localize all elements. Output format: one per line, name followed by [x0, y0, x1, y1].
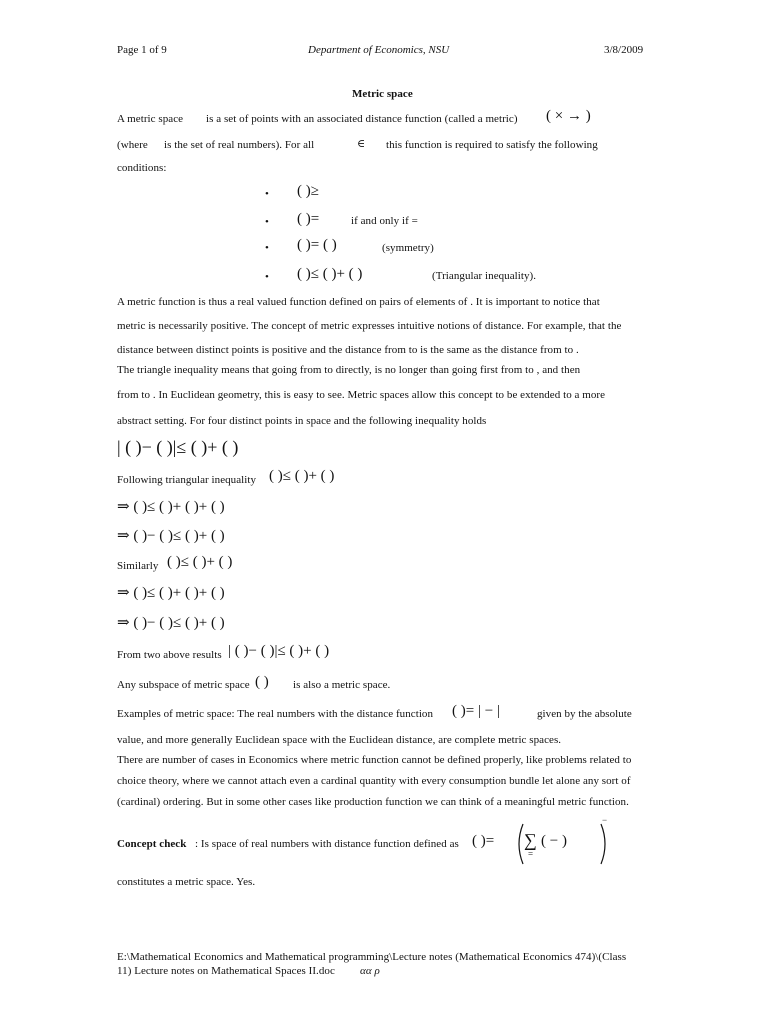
footer-path-line-1: E:\Mathematical Economics and Mathematical programming\Lecture notes (Mathematical Economics 474)\(Class [117, 951, 627, 963]
summation-symbol: ∑ [524, 830, 537, 850]
derivation-step: ⇒ ( )≤ ( )+ ( )+ ( ) [117, 585, 225, 601]
paragraph-line: distance between distinct points is positive and the distance from to is the same as the distance from to . [117, 344, 579, 356]
condition-expr: ( )= [297, 211, 320, 227]
concept-check-text: : Is space of real numbers with distance function defined as [195, 838, 459, 850]
department-header: Department of Economics, NSU [308, 44, 450, 56]
distance-formula: ( )= | − | [452, 703, 500, 719]
similarly-expression: ( )≤ ( )+ ( ) [167, 554, 233, 570]
derivation-step: ⇒ ( )− ( )≤ ( )+ ( ) [117, 528, 225, 544]
concept-check-label: Concept check [117, 838, 187, 850]
main-inequality: | ( )− ( )|≤ ( )+ ( ) [117, 437, 239, 457]
paragraph-line: There are number of cases in Economics where metric function cannot be defined properly, like problems related to [117, 754, 632, 766]
concept-formula-lhs: ( )= [472, 833, 495, 849]
paragraph-line: (cardinal) ordering. But in some other cases like production function we can think of a meaningful metric function. [117, 796, 629, 808]
subspace-symbol: ( ) [255, 674, 269, 690]
subspace-text-a: Any subspace of metric space [117, 679, 250, 691]
condition-expr: ( )≤ ( )+ ( ) [297, 266, 363, 282]
paragraph-line: abstract setting. For four distinct points in space and the following inequality holds [117, 415, 487, 427]
footer-path-line-2: 11) Lecture notes on Mathematical Spaces II.doc [117, 965, 335, 977]
concept-answer: constitutes a metric space. Yes. [117, 876, 256, 888]
page-title: Metric space [352, 88, 413, 100]
subspace-text-b: is also a metric space. [293, 679, 391, 691]
condition-note: (Triangular inequality). [432, 270, 537, 282]
header-date: 3/8/2009 [604, 44, 644, 56]
examples-text-a: Examples of metric space: The real numbers with the distance function [117, 708, 434, 720]
intro-text-2b: is the set of real numbers). For all [164, 139, 315, 151]
summation-lower-index: = [528, 849, 534, 859]
list-bullet: • [265, 242, 269, 254]
condition-note: if and only if = [351, 215, 418, 227]
element-of-symbol: ∈ [357, 138, 366, 150]
from-label: From two above results [117, 649, 222, 661]
paragraph-line: from to . In Euclidean geometry, this is easy to see. Metric spaces allow this concept to be extended to a more [117, 389, 606, 401]
condition-note: (symmetry) [382, 242, 434, 254]
page-number: Page 1 of 9 [117, 44, 167, 56]
intro-text-2c: this function is required to satisfy the following [386, 139, 598, 151]
derivation-step: ⇒ ( )≤ ( )+ ( )+ ( ) [117, 499, 225, 515]
following-label: Following triangular inequality [117, 474, 257, 486]
summation-term: ( − ) [541, 833, 567, 849]
derivation-step: ⇒ ( )− ( )≤ ( )+ ( ) [117, 615, 225, 631]
similarly-label: Similarly [117, 560, 159, 572]
formula-exponent: − [602, 815, 608, 825]
examples-line-2: value, and more generally Euclidean space with the Euclidean distance, are complete metric spaces. [117, 734, 562, 746]
following-expression: ( )≤ ( )+ ( ) [269, 468, 335, 484]
footer-signature: αα ρ [360, 965, 380, 977]
from-expression: | ( )− ( )|≤ ( )+ ( ) [228, 643, 330, 659]
condition-expr: ( )= ( ) [297, 237, 337, 253]
intro-text-1a: A metric space [117, 113, 184, 125]
metric-signature: ( × → ) [546, 108, 591, 124]
examples-text-b: given by the absolute [537, 708, 632, 720]
list-bullet: • [265, 188, 269, 200]
list-bullet: • [265, 271, 269, 283]
paragraph-line: metric is necessarily positive. The concept of metric expresses intuitive notions of distance. For example, that the [117, 320, 622, 332]
list-bullet: • [265, 216, 269, 228]
paragraph-line: choice theory, where we cannot attach even a cardinal quantity with every consumption bundle let alone any sort of [117, 775, 631, 787]
paragraph-line: The triangle inequality means that going from to directly, is no longer than going first from to , and then [117, 364, 581, 376]
paragraph-line: A metric function is thus a real valued function defined on pairs of elements of . It is important to notice that [117, 296, 600, 308]
condition-expr: ( )≥ [297, 183, 319, 199]
intro-text-1b: is a set of points with an associated distance function (called a metric) [206, 113, 518, 125]
intro-text-3: conditions: [117, 162, 167, 174]
intro-text-2a: (where [117, 139, 148, 151]
